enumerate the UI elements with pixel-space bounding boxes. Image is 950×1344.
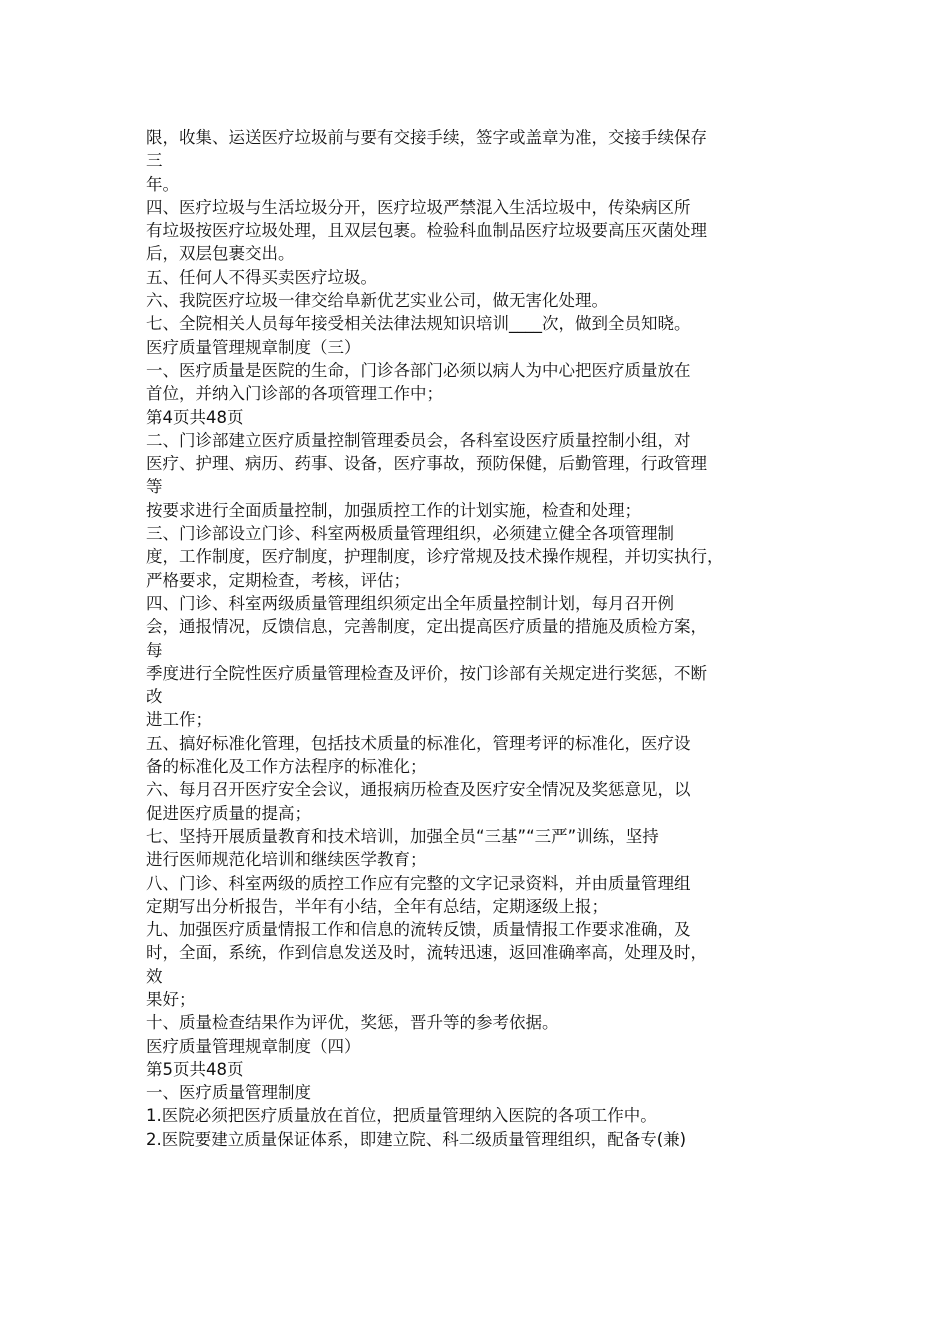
text-line: 后，双层包裹交出。 (146, 244, 295, 264)
text-line: 2.医院要建立质量保证体系，即建立院、科二级质量管理组织，配备专(兼) (146, 1129, 687, 1149)
text-line: 改 (146, 687, 163, 707)
text-line: 进工作； (146, 710, 212, 730)
text-line: 每 (146, 640, 163, 660)
text-line: 效 (146, 966, 163, 986)
text-line: 四、门诊、科室两级质量管理组织须定出全年质量控制计划，每月召开例 (146, 593, 674, 613)
text-line: 首位，并纳入门诊部的各项管理工作中； (146, 384, 443, 404)
text-line: 七、全院相关人员每年接受相关法律法规知识培训____次，做到全员知晓。 (146, 314, 691, 334)
text-line: 1.医院必须把医疗质量放在首位，把质量管理纳入医院的各项工作中。 (146, 1106, 657, 1126)
text-line: 一、医疗质量管理制度 (146, 1083, 311, 1103)
text-line: 定期写出分析报告，半年有小结，全年有总结，定期逐级上报； (146, 896, 608, 916)
text-line: 九、加强医疗质量情报工作和信息的流转反馈，质量情报工作要求准确，及 (146, 920, 691, 940)
text-line: 四、医疗垃圾与生活垃圾分开，医疗垃圾严禁混入生活垃圾中，传染病区所 (146, 197, 691, 217)
text-line: 医疗质量管理规章制度（四） (146, 1036, 361, 1056)
text-line: 六、每月召开医疗安全会议，通报病历检查及医疗安全情况及奖惩意见，以 (146, 780, 691, 800)
text-line: 季度进行全院性医疗质量管理检查及评价，按门诊部有关规定进行奖惩，不断 (146, 663, 707, 683)
text-line: 六、我院医疗垃圾一律交给阜新优艺实业公司，做无害化处理。 (146, 291, 608, 311)
text-line: 七、坚持开展质量教育和技术培训，加强全员“三基”“三严”训练，坚持 (146, 826, 659, 846)
text-line: 进行医师规范化培训和继续医学教育； (146, 850, 427, 870)
text-line: 备的标准化及工作方法程序的标准化； (146, 757, 427, 777)
text-line: 有垃圾按医疗垃圾处理，且双层包裹。检验科血制品医疗垃圾要高压灭菌处理 (146, 221, 707, 241)
text-line: 八、门诊、科室两级的质控工作应有完整的文字记录资料，并由质量管理组 (146, 873, 691, 893)
text-line: 一、医疗质量是医院的生命，门诊各部门必须以病人为中心把医疗质量放在 (146, 360, 691, 380)
text-line: 医疗、护理、病历、药事、设备，医疗事故，预防保健，后勤管理，行政管理 (146, 454, 707, 474)
text-line: 五、搞好标准化管理，包括技术质量的标准化，管理考评的标准化，医疗设 (146, 733, 691, 753)
text-line: 会，通报情况，反馈信息，完善制度，定出提高医疗质量的措施及质检方案， (146, 617, 707, 637)
text-line: 按要求进行全面质量控制，加强质控工作的计划实施，检查和处理； (146, 500, 641, 520)
text-line: 三、门诊部设立门诊、科室两极质量管理组织，必须建立健全各项管理制 (146, 524, 674, 544)
text-line: 严格要求，定期检查，考核，评估； (146, 570, 410, 590)
text-line: 第4页共48页 (146, 407, 244, 427)
text-line: 等 (146, 477, 163, 497)
text-line: 年。 (146, 174, 179, 194)
text-line: 促进医疗质量的提高； (146, 803, 311, 823)
document-body (146, 126, 816, 1151)
text-line: 度，工作制度，医疗制度，护理制度，诊疗常规及技术操作规程，并切实执行， (146, 547, 724, 567)
text-line: 果好； (146, 989, 196, 1009)
text-line: 二、门诊部建立医疗质量控制管理委员会，各科室设医疗质量控制小组，对 (146, 430, 691, 450)
text-line: 三 (146, 151, 163, 171)
text-line: 时，全面，系统，作到信息发送及时，流转迅速，返回准确率高，处理及时， (146, 943, 707, 963)
text-line: 五、任何人不得买卖医疗垃圾。 (146, 267, 377, 287)
text-line: 医疗质量管理规章制度（三） (146, 337, 361, 357)
text-line: 十、质量检查结果作为评优，奖惩，晋升等的参考依据。 (146, 1013, 559, 1033)
text-line: 第5页共48页 (146, 1059, 244, 1079)
text-line: 限，收集、运送医疗垃圾前与要有交接手续，签字或盖章为准，交接手续保存 (146, 128, 707, 147)
